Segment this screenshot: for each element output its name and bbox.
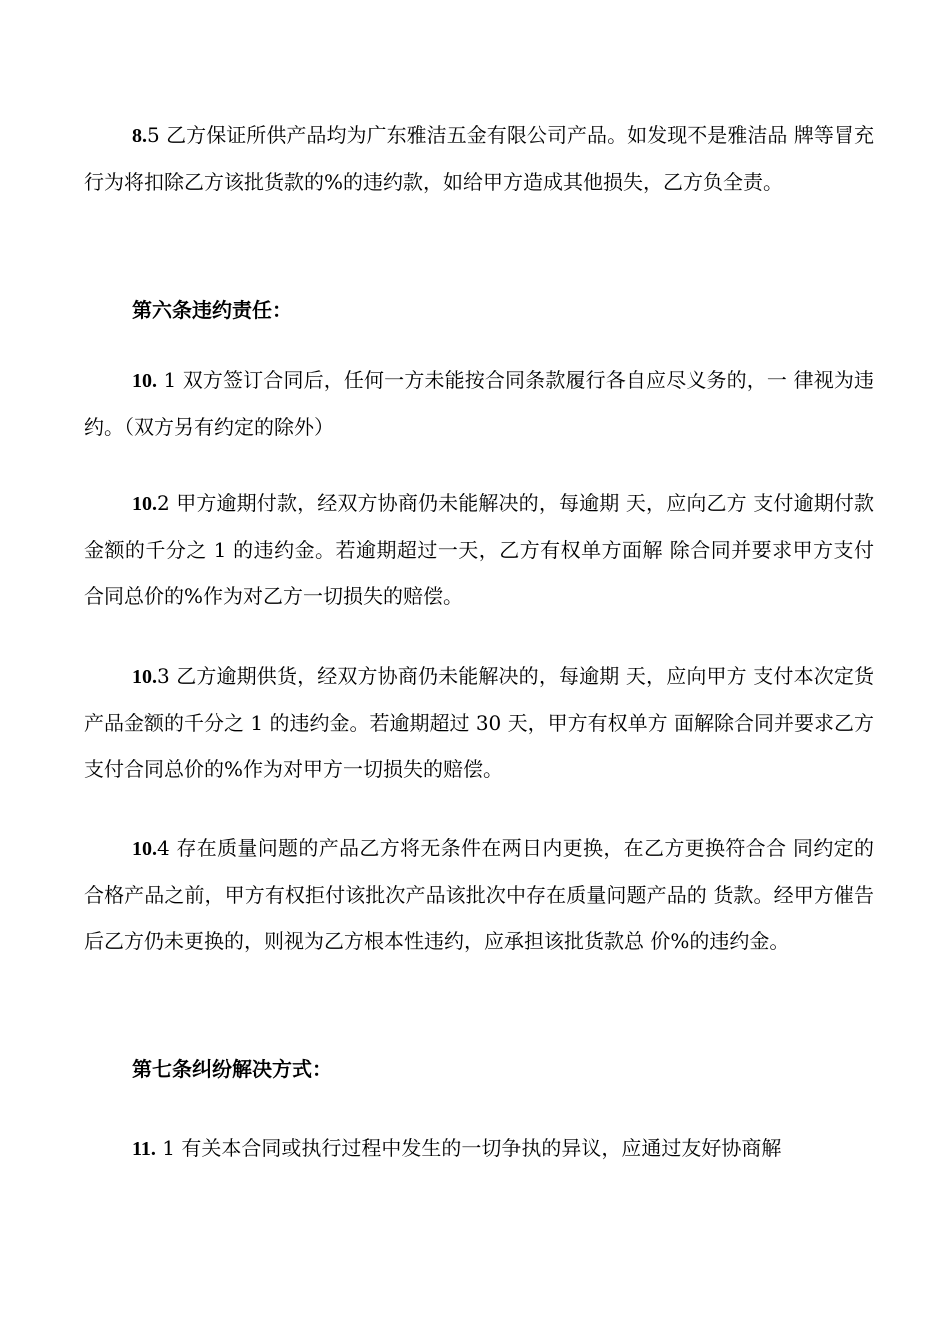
section-heading-article-6: 第六条违约责任： (132, 298, 292, 322)
clause-number: 10. (132, 666, 157, 688)
clause-number: 8. (132, 125, 147, 147)
section-heading-article-7: 第七条纠纷解决方式： (132, 1057, 332, 1081)
clause-number: 10. (132, 493, 157, 515)
clause-text: 1 有关本合同或执行过程中发生的一切争执的异议，应通过友好协商解 (155, 1136, 782, 1160)
clause-number: 10. (132, 838, 157, 860)
paragraph-10-3 (84, 653, 874, 792)
paragraph-10-1 (84, 357, 874, 450)
paragraph-10-4 (84, 825, 874, 964)
clause-text: 5 乙方保证所供产品均为广东雅洁五金有限公司产品。如发现不是雅洁品 牌等冒充行为将扣除乙方该批货款的%的违约款，如给甲方造成其他损失，乙方负全责。 (84, 123, 874, 194)
clause-text: 1 双方签订合同后，任何一方未能按合同条款履行各自应尽义务的，一 律视为违约。（双方另有约定的除外） (84, 368, 874, 439)
paragraph-8-5 (84, 112, 874, 205)
clause-text: 3 乙方逾期供货，经双方协商仍未能解决的，每逾期 天，应向甲方 支付本次定货产品金额的千分之 1 的违约金。若逾期超过 30 天，甲方有权单方 面解除合同并要求乙方支付合同总价的%作为对甲方一切损失的赔偿。 (84, 664, 874, 781)
clause-text: 2 甲方逾期付款，经双方协商仍未能解决的，每逾期 天，应向乙方 支付逾期付款金额的千分之 1 的违约金。若逾期超过一天，乙方有权单方面解 除合同并要求甲方支付合同总价的%作为对乙方一切损失的赔偿。 (84, 491, 874, 608)
clause-text: 4 存在质量问题的产品乙方将无条件在两日内更换，在乙方更换符合合 同约定的合格产品之前，甲方有权拒付该批次产品该批次中存在质量问题产品的 货款。经甲方催告后乙方仍未更换的，则视为乙方根本性违约，应承担该批货款总 价%的违约金。 (84, 836, 874, 953)
clause-number: 11. (132, 1138, 156, 1160)
paragraph-10-2 (84, 480, 874, 619)
paragraph-11-1 (84, 1125, 874, 1172)
clause-number: 10. (132, 370, 157, 392)
